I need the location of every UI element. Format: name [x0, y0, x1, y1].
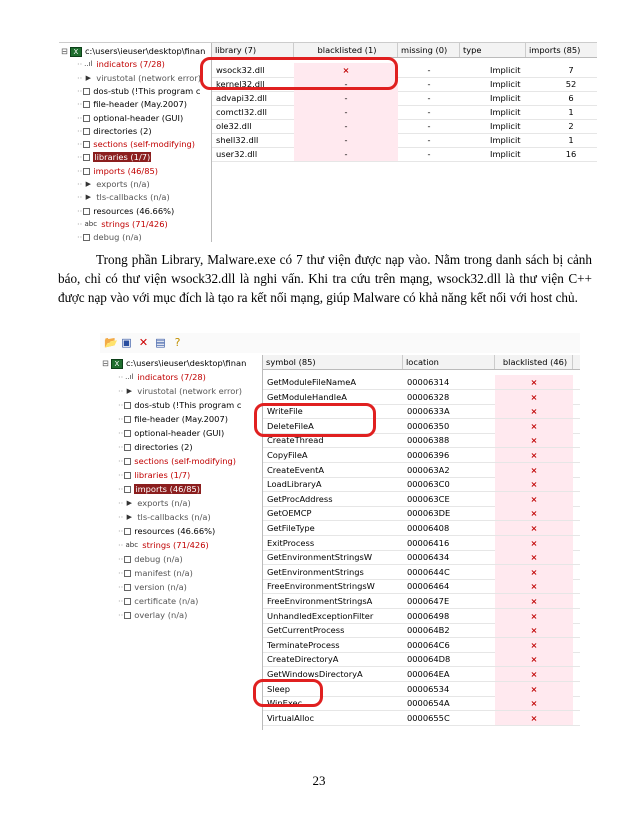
tree-item-indicators[interactable]: ·· ..ıl indicators (7/28): [77, 59, 165, 70]
cell-symbol: FreeEnvironmentStringsW: [267, 581, 375, 592]
tree-item-sections[interactable]: ·· sections (self-modifying): [77, 139, 196, 150]
list-icon[interactable]: ▤: [155, 336, 166, 349]
cell-type: Implicit: [490, 93, 521, 103]
table-row[interactable]: [263, 609, 580, 624]
table-header: [212, 43, 597, 58]
node-square-icon: [83, 101, 90, 108]
table-row[interactable]: [263, 579, 580, 594]
tree-item-label: sections (self-modifying): [134, 456, 237, 466]
cell-blacklisted: -: [294, 147, 398, 161]
tree-item-imports[interactable]: ·· imports (46/85): [77, 165, 159, 176]
cell-blacklisted: [495, 638, 573, 652]
arrow-icon: ▶: [83, 180, 93, 189]
cell-location: 0000644C: [407, 566, 450, 577]
cell-symbol: GetFileType: [267, 523, 315, 533]
table-row[interactable]: [263, 594, 580, 609]
top-screenshot: [59, 42, 597, 242]
tree-item-label: libraries (1/7): [94, 152, 151, 163]
cell-blacklisted: [495, 565, 573, 579]
tree-item-label: file-header (May.2007): [134, 414, 228, 424]
blacklist-x-icon: ×: [530, 698, 538, 709]
bars-icon: ..ıl: [125, 373, 134, 381]
tree-item-sections[interactable]: ·· sections (self-modifying): [118, 456, 237, 466]
table-row[interactable]: [263, 463, 580, 478]
cell-symbol: CreateThread: [267, 435, 324, 446]
tree-item-label: strings (71/426): [101, 218, 168, 229]
table-row[interactable]: [263, 565, 580, 580]
tree-item-dos-stub[interactable]: ·· dos-stub (!This program c: [118, 400, 242, 410]
tree-item-strings[interactable]: ·· abc strings (71/426): [77, 218, 168, 229]
cell-symbol: ExitProcess: [267, 537, 315, 548]
cell-location: 000064C6: [407, 639, 450, 650]
blacklist-x-icon: ×: [530, 508, 538, 519]
cell-symbol: CreateDirectoryA: [267, 654, 339, 665]
node-square-icon: [124, 584, 131, 591]
cell-library: user32.dll: [216, 149, 258, 159]
highlight-circle: [254, 403, 376, 437]
tree-item-overlay[interactable]: ·· overlay (n/a): [118, 610, 188, 620]
tree-item-strings[interactable]: ·· abc strings (71/426): [118, 540, 209, 550]
node-square-icon: [124, 486, 131, 493]
tree-item-file-header[interactable]: ·· file-header (May.2007): [118, 414, 228, 424]
cell-symbol: GetCurrentProcess: [267, 625, 345, 636]
blacklist-x-icon: ×: [530, 566, 538, 577]
tree-item-tls-callbacks[interactable]: ·· ▶ tls-callbacks (n/a): [118, 512, 211, 522]
blacklist-x-icon: ×: [530, 683, 538, 694]
body-paragraph: Trong phần Library, Malware.exe có 7 thư viện được nạp vào. Nằm trong danh sách bị cảnh báo, chỉ có thư viện wsock32.dll là nghi vấn. Khi tra cứu trên mạng, wsock32.dll là thư viện C++ được nạp vào với mục đích là tạo ra kết nối mạng, giúp Malware có khả năng kết nối với host chủ.: [58, 252, 592, 305]
tree-item-label: dos-stub (!This program c: [93, 85, 201, 96]
close-icon[interactable]: ✕: [138, 336, 149, 349]
highlight-circle: [200, 57, 398, 90]
toolbar: [100, 333, 580, 353]
cell-location: 000064EA: [407, 669, 450, 679]
tree-item-resources[interactable]: ·· resources (46.66%): [77, 205, 175, 216]
tree-item-label: c:\users\ieuser\desktop\finan: [84, 46, 206, 56]
cell-type: Implicit: [490, 149, 521, 159]
cell-blacklisted: [495, 477, 573, 491]
tree-item-label: c:\users\ieuser\desktop\finan: [125, 358, 247, 368]
table-row[interactable]: [263, 623, 580, 638]
help-icon[interactable]: ?: [174, 336, 181, 349]
cell-symbol: GetOEMCP: [267, 508, 312, 519]
arrow-icon: ▶: [83, 74, 93, 83]
tree-item-label: resources (46.66%): [134, 526, 216, 536]
cell-blacklisted: -: [294, 119, 398, 133]
tree-item-label: imports (46/85): [93, 165, 159, 176]
cell-location: 00006314: [407, 377, 450, 387]
tree-item-label: resources (46.66%): [93, 205, 175, 216]
cell-symbol: CreateEventA: [267, 464, 325, 475]
node-square-icon: [124, 612, 131, 619]
cell-location: 00006408: [407, 523, 450, 533]
arrow-icon: ▶: [124, 513, 134, 522]
cell-symbol: FreeEnvironmentStringsA: [267, 596, 373, 606]
node-square-icon: [124, 528, 131, 535]
table-row[interactable]: [263, 521, 580, 536]
cell-missing: -: [427, 121, 431, 131]
cell-location: 0000654A: [407, 698, 450, 709]
abc-icon: abc: [84, 219, 98, 228]
arrow-icon: ▶: [124, 499, 134, 508]
cell-blacklisted: [495, 594, 573, 608]
tree-item-label: virustotal (network error): [137, 386, 242, 396]
blacklist-x-icon: ×: [342, 65, 350, 75]
node-square-icon: [83, 128, 90, 135]
cell-blacklisted: [495, 696, 573, 710]
blacklist-x-icon: ×: [530, 523, 538, 533]
excel-file-icon: X: [70, 47, 82, 57]
bars-icon: ..ıl: [84, 60, 93, 69]
tree-item-label: imports (46/85): [135, 484, 201, 494]
tree-item-tls-callbacks[interactable]: ·· ▶ tls-callbacks (n/a): [77, 192, 170, 203]
cell-missing: -: [427, 93, 431, 103]
cell-location: 00006388: [407, 435, 450, 446]
cell-symbol: DeleteFileA: [267, 420, 314, 431]
cell-symbol: GetProcAddress: [267, 493, 333, 504]
cell-location: 00006534: [407, 683, 450, 694]
tree-item-label: debug (n/a): [134, 554, 183, 564]
table-row[interactable]: [263, 652, 580, 667]
cell-symbol: LoadLibraryA: [267, 479, 322, 490]
column-header[interactable]: library (7): [212, 43, 294, 57]
blacklist-x-icon: ×: [530, 581, 538, 592]
table-row[interactable]: [263, 448, 580, 463]
node-square-icon: [124, 472, 131, 479]
column-header[interactable]: missing (0): [398, 43, 460, 57]
cell-location: 00006464: [407, 581, 450, 592]
tree-item-label: indicators (7/28): [137, 372, 206, 382]
tree-item-label: manifest (n/a): [134, 568, 193, 578]
blacklist-x-icon: ×: [530, 479, 538, 490]
tree-item-indicators[interactable]: ·· ..ıl indicators (7/28): [118, 372, 206, 382]
cell-blacklisted: [495, 623, 573, 637]
tree-item-label: directories (2): [134, 442, 193, 452]
bottom-screenshot: [100, 333, 580, 730]
tree-item-dos-stub[interactable]: ·· dos-stub (!This program c: [77, 85, 201, 96]
tree-item-libraries[interactable]: ·· libraries (1/7): [77, 152, 151, 163]
tree-item-label: libraries (1/7): [134, 470, 191, 480]
cell-blacklisted: [495, 667, 573, 681]
cell-symbol: CopyFileA: [267, 450, 308, 460]
tree-item-directories[interactable]: ·· directories (2): [77, 125, 152, 136]
table-row[interactable]: [212, 119, 597, 134]
tree-item-label: directories (2): [93, 125, 152, 136]
tree-item-certificate[interactable]: ·· certificate (n/a): [118, 596, 199, 606]
tree-item-manifest[interactable]: ·· manifest (n/a): [118, 568, 193, 578]
cell-blacklisted: [495, 419, 573, 433]
cell-blacklisted: [495, 609, 573, 623]
cell-imports: 7: [568, 65, 574, 75]
cell-missing: -: [427, 149, 431, 159]
cell-blacklisted: [495, 579, 573, 593]
cell-blacklisted: [495, 433, 573, 447]
cell-blacklisted: [495, 711, 573, 725]
tree-item-label: sections (self-modifying): [93, 139, 196, 150]
cell-location: 0000647E: [407, 596, 450, 606]
blacklist-x-icon: ×: [530, 493, 538, 504]
tree-item-label: exports (n/a): [96, 179, 150, 189]
cell-symbol: GetWindowsDirectoryA: [267, 669, 363, 679]
cell-location: 000064D8: [407, 654, 451, 665]
cell-location: 00006416: [407, 537, 450, 548]
tree-item-label: certificate (n/a): [134, 596, 199, 606]
node-square-icon: [83, 168, 90, 175]
cell-library: advapi32.dll: [216, 93, 267, 103]
column-header[interactable]: location: [403, 355, 495, 369]
tree-item-exports[interactable]: ·· ▶ exports (n/a): [118, 498, 191, 508]
blacklist-x-icon: ×: [530, 552, 538, 563]
cell-imports: 1: [568, 135, 574, 145]
blacklist-x-icon: ×: [530, 464, 538, 475]
cell-symbol: GetEnvironmentStrings: [267, 566, 364, 577]
tree-item-virustotal[interactable]: ·· ▶ virustotal (network error): [77, 72, 201, 83]
cell-blacklisted: [495, 492, 573, 506]
tree-item-label: exports (n/a): [137, 498, 191, 508]
tree-item-directories[interactable]: ·· directories (2): [118, 442, 193, 452]
cell-blacklisted: [495, 682, 573, 696]
arrow-icon: ▶: [83, 193, 93, 202]
blacklist-x-icon: ×: [530, 420, 538, 431]
collapse-toggle-icon[interactable]: ⊟: [102, 358, 109, 368]
cell-library: ole32.dll: [216, 121, 252, 131]
cell-missing: -: [427, 79, 431, 89]
table-row[interactable]: [212, 147, 597, 162]
cell-location: 000063CE: [407, 493, 450, 504]
blacklist-x-icon: ×: [530, 654, 538, 665]
tree-item-label: tls-callbacks (n/a): [137, 512, 211, 522]
cell-imports: 6: [568, 93, 574, 103]
blacklist-x-icon: ×: [530, 596, 538, 606]
blacklist-x-icon: ×: [530, 391, 538, 402]
blacklist-x-icon: ×: [530, 537, 538, 548]
cell-location: 000063C0: [407, 479, 450, 490]
excel-file-icon: X: [111, 359, 123, 369]
tree-item-virustotal[interactable]: ·· ▶ virustotal (network error): [118, 386, 242, 396]
node-square-icon: [124, 416, 131, 423]
table-header: [263, 355, 580, 370]
cell-missing: -: [427, 65, 431, 75]
abc-icon: abc: [125, 541, 139, 549]
cell-blacklisted: [495, 506, 573, 520]
tree-item-label: optional-header (GUI): [93, 112, 184, 123]
cell-blacklisted: [495, 550, 573, 564]
blacklist-x-icon: ×: [530, 712, 538, 723]
cell-location: 000063A2: [407, 464, 450, 475]
node-square-icon: [124, 556, 131, 563]
cell-symbol: VirtualAlloc: [267, 712, 315, 723]
cell-symbol: UnhandledExceptionFilter: [267, 610, 374, 621]
cell-blacklisted: -: [294, 105, 398, 119]
tree-item-resources[interactable]: ·· resources (46.66%): [118, 526, 216, 536]
table-row[interactable]: [263, 375, 580, 390]
table-row[interactable]: [263, 506, 580, 521]
cell-blacklisted: -: [294, 91, 398, 105]
tree-item-debug[interactable]: ·· debug (n/a): [118, 554, 183, 564]
tree-item-label: version (n/a): [134, 582, 187, 592]
cell-library: shell32.dll: [216, 135, 259, 145]
blacklist-x-icon: ×: [530, 610, 538, 621]
cell-type: Implicit: [490, 65, 521, 75]
table-row[interactable]: [263, 711, 580, 726]
cell-location: 000064B2: [407, 625, 450, 636]
blacklist-x-icon: ×: [530, 669, 538, 679]
blacklist-x-icon: ×: [530, 435, 538, 446]
tree-item-label: debug (n/a): [93, 232, 142, 242]
cell-missing: -: [427, 135, 431, 145]
cell-location: 0000655C: [407, 712, 450, 723]
column-header[interactable]: symbol (85): [263, 355, 403, 369]
node-square-icon: [124, 570, 131, 577]
tree-item-label: optional-header (GUI): [134, 428, 225, 438]
column-header[interactable]: blacklisted (46): [495, 355, 573, 369]
tree-item-label: tls-callbacks (n/a): [96, 192, 170, 203]
highlight-circle: [253, 679, 323, 707]
cell-type: Implicit: [490, 107, 521, 117]
blacklist-x-icon: ×: [530, 406, 538, 417]
cell-location: 00006328: [407, 391, 450, 402]
cell-type: Implicit: [490, 79, 521, 89]
cell-type: Implicit: [490, 135, 521, 145]
cell-blacklisted: -: [294, 133, 398, 147]
tree-item-imports[interactable]: ·· imports (46/85): [118, 484, 201, 494]
tree-item-root[interactable]: [61, 45, 205, 58]
cell-symbol: GetModuleFileNameA: [267, 377, 356, 387]
node-square-icon: [124, 430, 131, 437]
tree-item-label: overlay (n/a): [134, 610, 188, 620]
table-row[interactable]: [263, 638, 580, 653]
cell-symbol: GetModuleHandleA: [267, 391, 347, 402]
node-square-icon: [83, 234, 90, 241]
tree-item-label: virustotal (network error): [96, 72, 201, 83]
cell-blacklisted: [495, 536, 573, 550]
node-square-icon: [83, 115, 90, 122]
cell-missing: -: [427, 107, 431, 117]
tree-panel: [100, 355, 256, 730]
cell-type: Implicit: [490, 121, 521, 131]
cell-location: 0000633A: [407, 406, 450, 417]
cell-blacklisted: [495, 448, 573, 462]
folder-icon[interactable]: 📂: [104, 336, 118, 349]
cell-location: 00006396: [407, 450, 450, 460]
blacklist-x-icon: ×: [530, 639, 538, 650]
page-number: 23: [312, 773, 326, 788]
node-square-icon: [83, 154, 90, 161]
table-row[interactable]: [212, 133, 597, 148]
node-square-icon: [124, 458, 131, 465]
column-header[interactable]: blacklisted (1): [294, 43, 398, 57]
cell-symbol: GetEnvironmentStringsW: [267, 552, 373, 563]
tree-item-label: dos-stub (!This program c: [134, 400, 242, 410]
cell-library: kernel32.dll: [216, 79, 265, 89]
table-row[interactable]: [263, 536, 580, 551]
column-header[interactable]: imports (85): [526, 43, 597, 57]
cell-blacklisted: [495, 390, 573, 404]
tree-item-optional-header[interactable]: ·· optional-header (GUI): [77, 112, 184, 123]
table-row[interactable]: [212, 105, 597, 120]
blacklist-x-icon: ×: [530, 625, 538, 636]
cell-blacklisted: [495, 375, 573, 389]
collapse-toggle-icon[interactable]: ⊟: [61, 46, 68, 56]
cell-location: 00006350: [407, 420, 450, 431]
cell-blacklisted: [495, 463, 573, 477]
table-row[interactable]: [212, 91, 597, 106]
blacklist-x-icon: ×: [530, 377, 538, 387]
cell-symbol: TerminateProcess: [267, 639, 340, 650]
column-header[interactable]: type: [460, 43, 526, 57]
tree-item-label: strings (71/426): [142, 540, 209, 550]
cell-blacklisted: [495, 404, 573, 418]
tree-item-debug[interactable]: ·· debug (n/a): [77, 232, 142, 242]
table-row[interactable]: [263, 492, 580, 507]
tree-item-label: indicators (7/28): [96, 59, 165, 70]
cell-blacklisted: [495, 521, 573, 535]
node-square-icon: [83, 208, 90, 215]
cell-imports: 52: [565, 79, 577, 89]
tree-item-file-header[interactable]: ·· file-header (May.2007): [77, 99, 187, 110]
arrow-icon: ▶: [124, 387, 134, 396]
tree-item-libraries[interactable]: ·· libraries (1/7): [118, 470, 191, 480]
cell-blacklisted: [495, 652, 573, 666]
cell-imports: 2: [568, 121, 574, 131]
cell-symbol: WriteFile: [267, 406, 303, 417]
cell-symbol: Sleep: [267, 683, 291, 694]
cell-library: wsock32.dll: [216, 65, 265, 75]
node-square-icon: [124, 402, 131, 409]
cell-symbol: WinExec: [267, 698, 303, 709]
node-square-icon: [83, 88, 90, 95]
node-square-icon: [83, 141, 90, 148]
blacklist-x-icon: ×: [530, 450, 538, 460]
tree-item-label: file-header (May.2007): [93, 99, 187, 110]
tree-item-optional-header[interactable]: ·· optional-header (GUI): [118, 428, 225, 438]
cell-imports: 16: [565, 149, 577, 159]
tree-item-version[interactable]: ·· version (n/a): [118, 582, 187, 592]
save-icon[interactable]: ▣: [121, 336, 132, 349]
node-square-icon: [124, 598, 131, 605]
node-square-icon: [124, 444, 131, 451]
tree-item-root[interactable]: [102, 357, 246, 370]
cell-location: 000063DE: [407, 508, 451, 519]
table-row[interactable]: [263, 477, 580, 492]
cell-location: 00006434: [407, 552, 450, 563]
cell-location: 00006498: [407, 610, 450, 621]
cell-imports: 1: [568, 107, 574, 117]
tree-item-exports[interactable]: ·· ▶ exports (n/a): [77, 179, 150, 189]
cell-blacklisted: -: [294, 77, 398, 91]
tree-panel: [59, 43, 211, 242]
table-row[interactable]: [263, 550, 580, 565]
cell-library: comctl32.dll: [216, 107, 267, 117]
